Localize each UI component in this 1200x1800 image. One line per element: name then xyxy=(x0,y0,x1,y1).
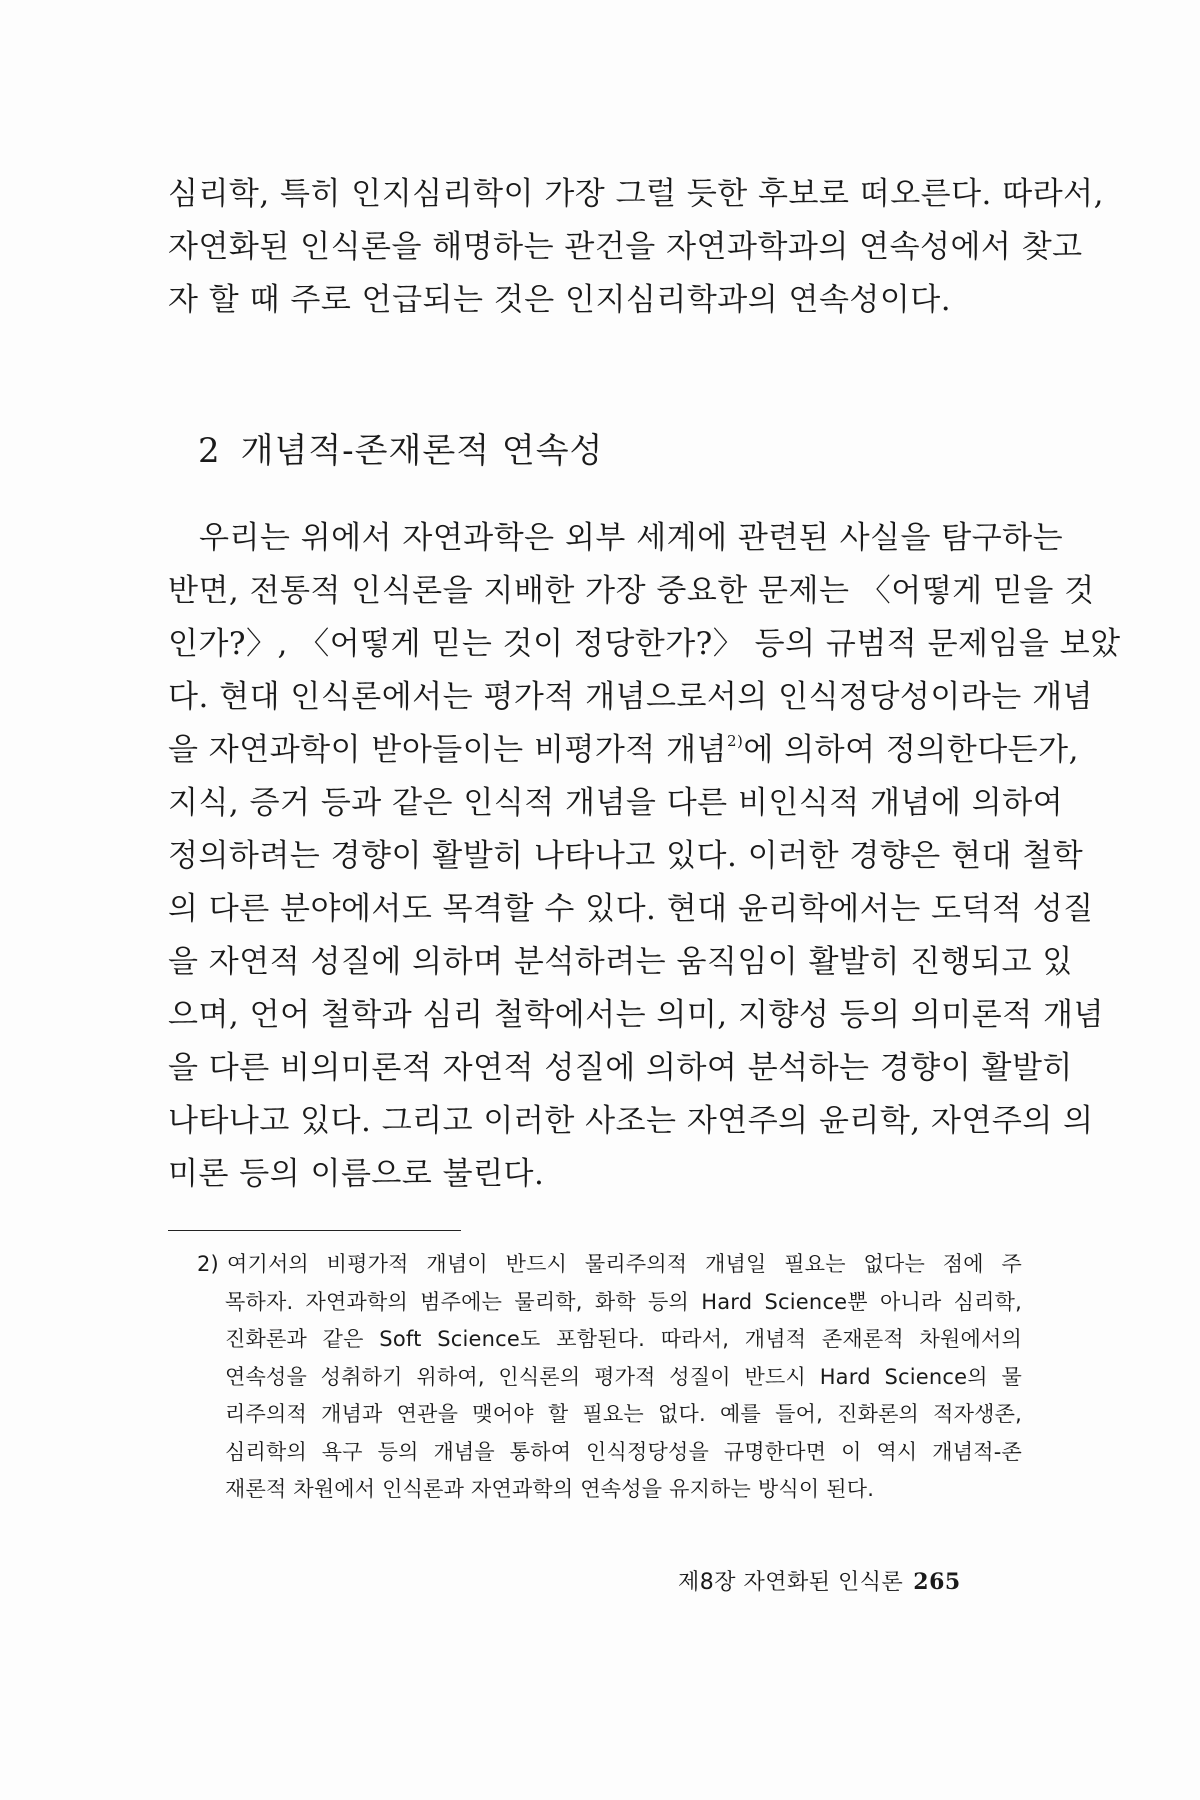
footnote-divider xyxy=(168,1230,461,1231)
page-number: 265 xyxy=(913,1569,961,1595)
footnote-line: 리주의적 개념과 연관을 맺어야 할 필요는 없다. 예를 들어, 진화론의 적자생존, xyxy=(225,1402,1022,1426)
section-heading xyxy=(198,423,603,472)
paragraph-line: 반면, 전통적 인식론을 지배한 가장 중요한 문제는 〈어떻게 믿을 것 xyxy=(168,573,1095,609)
paragraph-line: 우리는 위에서 자연과학은 외부 세계에 관련된 사실을 탐구하는 xyxy=(199,520,1064,556)
footnote xyxy=(197,1246,1022,1509)
paragraph-line: 정의하려는 경향이 활발히 나타나고 있다. 이러한 경향은 현대 철학 xyxy=(168,838,1084,874)
footnote-line: 심리학의 욕구 등의 개념을 통하여 인식정당성을 규명한다면 이 역시 개념적-존 xyxy=(225,1439,1022,1464)
intro-line: 자 할 때 주로 언급되는 것은 인지심리학과의 연속성이다. xyxy=(168,282,952,318)
footnote-line: 재론적 차원에서 인식론과 자연과학의 연속성을 유지하는 방식이 된다. xyxy=(225,1477,875,1501)
paragraph-line: 인가?〉, 〈어떻게 믿는 것이 정당한가?〉 등의 규범적 문제임을 보았 xyxy=(168,626,1121,662)
paragraph-line: 을 자연적 성질에 의하며 분석하려는 움직임이 활발히 진행되고 있 xyxy=(168,944,1073,980)
paragraph-line: 의 다른 분야에서도 목격할 수 있다. 현대 윤리학에서는 도덕적 성질 xyxy=(168,891,1094,927)
footnote-reference[interactable]: 2) xyxy=(727,732,744,750)
footnote-line xyxy=(197,1246,1022,1284)
paragraph-line: 다. 현대 인식론에서는 평가적 개념으로서의 인식정당성이라는 개념 xyxy=(168,679,1093,715)
paragraph-line: 미론 등의 이름으로 불린다. xyxy=(168,1156,545,1192)
footnote-line: 연속성을 성취하기 위하여, 인식론의 평가적 성질이 반드시 Hard Science의 물 xyxy=(225,1364,1022,1389)
main-paragraph xyxy=(168,512,1121,1201)
section-number: 2 xyxy=(198,431,221,471)
chapter-title: 제8장 자연화된 인식론 xyxy=(678,1570,904,1595)
footnote-line: 진화론과 같은 Soft Science도 포함된다. 따라서, 개념적 존재론적 차원에서의 xyxy=(225,1327,1022,1351)
paragraph-line: 지식, 증거 등과 같은 인식적 개념을 다른 비인식적 개념에 의하여 xyxy=(168,785,1064,821)
paragraph-line: 으며, 언어 철학과 심리 철학에서는 의미, 지향성 등의 의미론적 개념 xyxy=(168,997,1104,1033)
footnote-marker: 2) xyxy=(197,1252,219,1276)
footnote-line: 목하자. 자연과학의 범주에는 물리학, 화학 등의 Hard Science뿐 아니라 심리학, xyxy=(225,1289,1022,1314)
section-title: 개념적-존재론적 연속성 xyxy=(240,431,604,471)
note-line-end: 에 의하여 정의한다든가, xyxy=(743,732,1079,768)
running-footer xyxy=(678,1565,961,1596)
paragraph-line: 을 다른 비의미론적 자연적 성질에 의하여 분석하는 경향이 활발히 xyxy=(168,1050,1073,1086)
paragraph-line: 나타나고 있다. 그리고 이러한 사조는 자연주의 윤리학, 자연주의 의 xyxy=(168,1103,1094,1139)
note-line-start: 을 자연과학이 받아들이는 비평가적 개념 xyxy=(168,732,727,768)
footnote-text: 여기서의 비평가적 개념이 반드시 물리주의적 개념일 필요는 없다는 점에 주 xyxy=(226,1252,1022,1276)
intro-line: 자연화된 인식론을 해명하는 관건을 자연과학과의 연속성에서 찾고 xyxy=(168,229,1083,265)
intro-line: 심리학, 특히 인지심리학이 가장 그럴 듯한 후보로 떠오른다. 따라서, xyxy=(168,176,1104,212)
intro-paragraph xyxy=(168,168,1104,327)
paragraph-line-with-note xyxy=(168,724,1079,777)
